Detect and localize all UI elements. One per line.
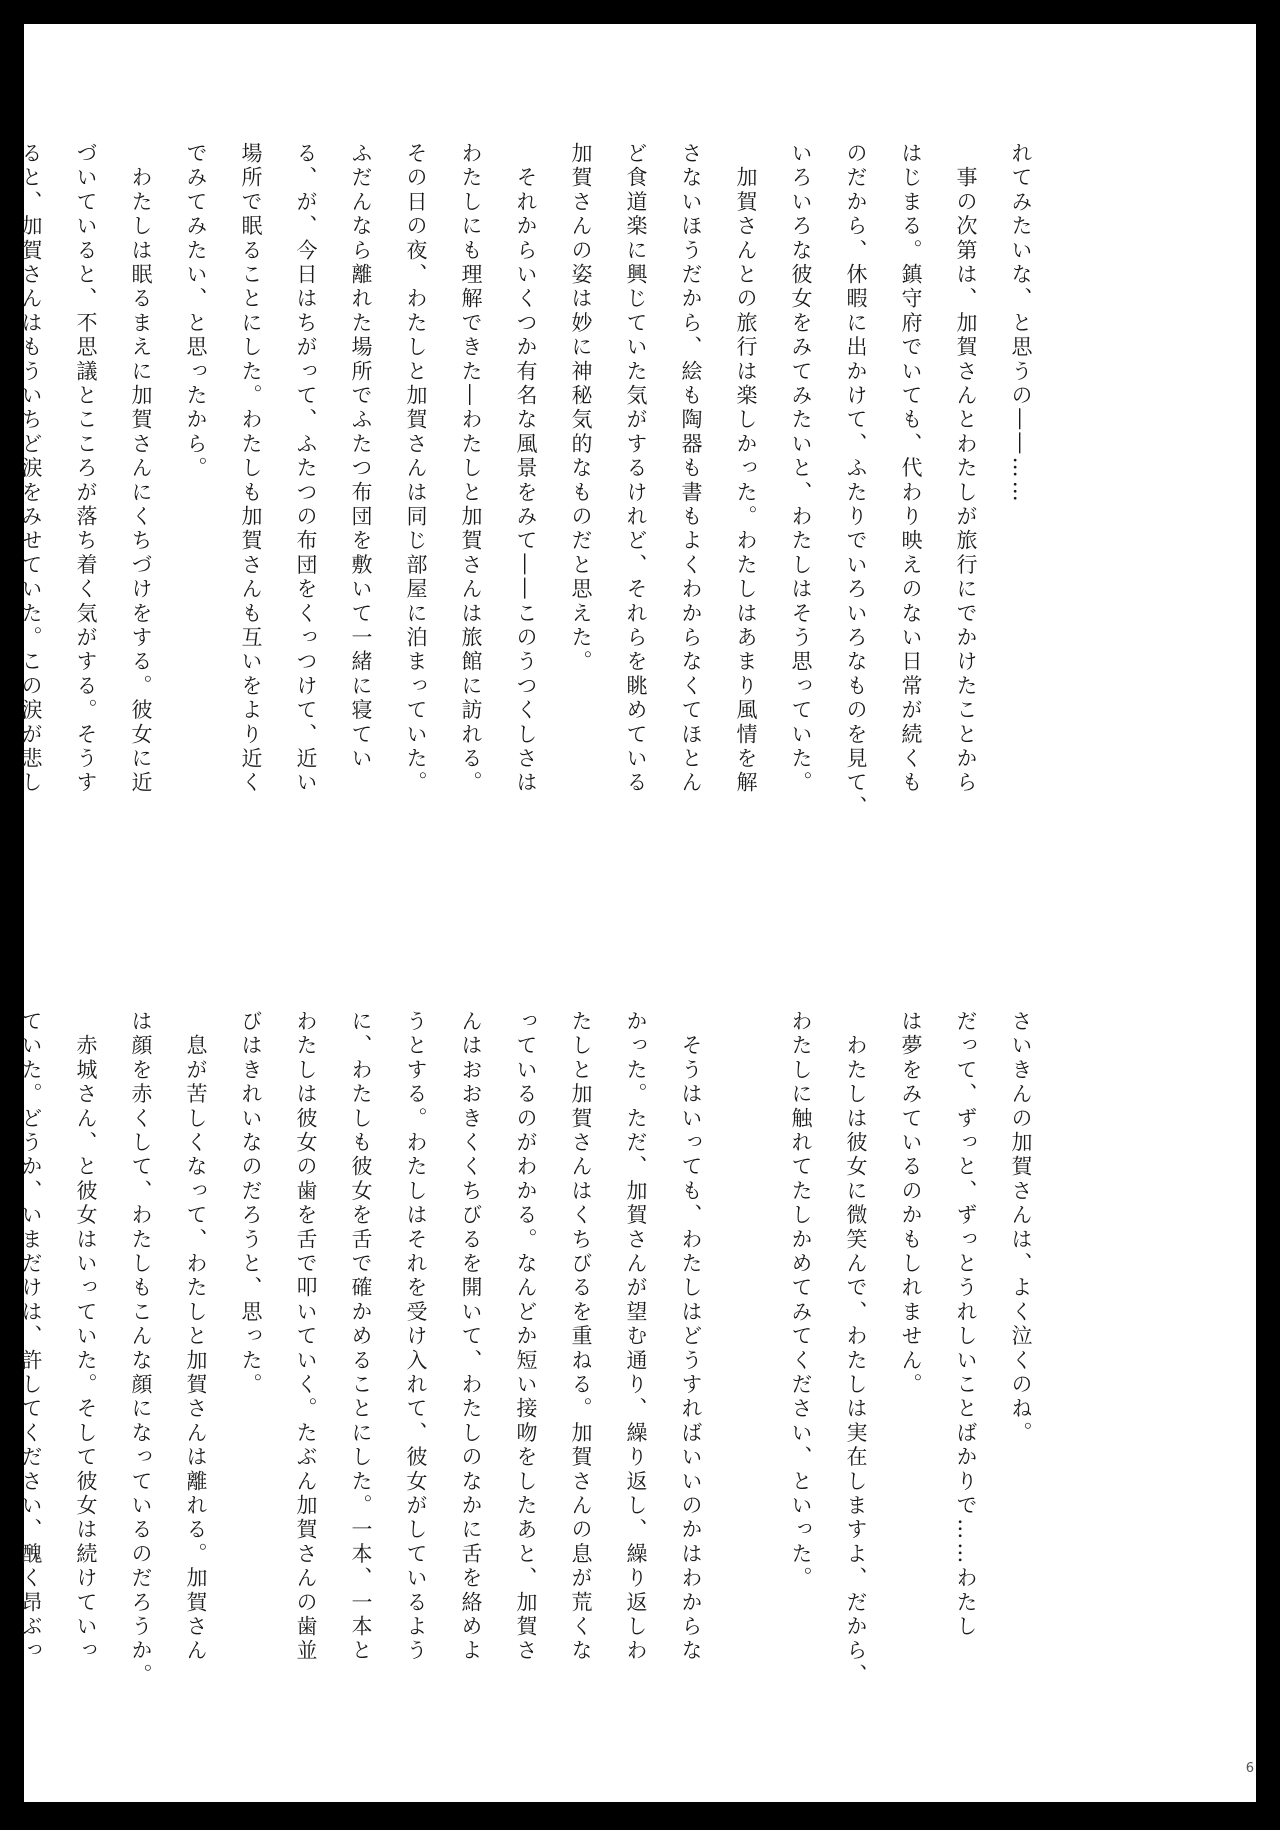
text-line: ると、加賀さんはもういちど涙をみせていた。この涙が悲し — [19, 142, 43, 796]
upper-text-block — [0, 142, 1048, 922]
text-line: その日の夜、わたしと加賀さんは同じ部屋に泊まっていた。 — [404, 142, 428, 796]
text-line: に、わたしも彼女を舌で確かめることにした。一本、一本と — [349, 1010, 373, 1664]
manuscript-page — [19, 24, 1256, 1802]
text-line: づいていると、不思議とこころが落ち着く気がする。そうす — [74, 142, 98, 796]
text-line: だって、ずっと、ずっとうれしいことばかりで……わたし — [954, 1010, 978, 1640]
text-line: のだから、休暇に出かけて、ふたりでいろいろなものを見て、 — [844, 142, 868, 820]
text-line: わたしは彼女に微笑んで、わたしは実在しますよ、だから、 — [844, 1010, 868, 1688]
text-line: そうはいっても、わたしはどうすればいいのかはわからな — [679, 1010, 703, 1664]
text-line: いろいろな彼女をみてみたいと、わたしはそう思っていた。 — [789, 142, 813, 796]
text-line: ふだんなら離れた場所でふたつ布団を敷いて一緒に寝てい — [349, 142, 373, 772]
page-number: 6 — [1245, 1761, 1254, 1776]
text-line: たしと加賀さんはくちびるを重ねる。加賀さんの息が荒くな — [569, 1010, 593, 1664]
text-line: っているのがわかる。なんどか短い接吻をしたあと、加賀さ — [514, 1010, 538, 1664]
text-line: ていた。どうか、いまだけは、許してください、醜く昂ぶっ — [19, 1010, 43, 1664]
text-line: 息が苦しくなって、わたしと加賀さんは離れる。加賀さん — [184, 1010, 208, 1664]
text-line: わたしに触れてたしかめてみてください、といった。 — [789, 1010, 813, 1591]
text-line: でみてみたい、と思ったから。 — [184, 142, 208, 481]
text-line: それからいくつか有名な風景をみて――このうつくしさは — [514, 142, 538, 796]
text-line: かった。ただ、加賀さんが望む通り、繰り返し、繰り返しわ — [624, 1010, 648, 1664]
text-line: わたしは彼女の歯を舌で叩いていく。たぶん加賀さんの歯並 — [294, 1010, 318, 1664]
text-line: はじまる。鎮守府でいても、代わり映えのない日常が続くも — [899, 142, 923, 796]
text-line — [718, 1010, 773, 1830]
text-line: びはきれいなのだろうと、思った。 — [239, 1010, 263, 1398]
text-line: れてみたいな、と思うの――…… — [1009, 142, 1033, 505]
text-line: 加賀さんとの旅行は楽しかった。わたしはあまり風情を解 — [734, 142, 758, 796]
text-line: うとする。わたしはそれを受け入れて、彼女がしているよう — [404, 1010, 428, 1664]
text-line: ど食道楽に興じていた気がするけれど、それらを眺めている — [624, 142, 648, 796]
text-line: さいきんの加賀さんは、よく泣くのね。 — [1009, 1010, 1033, 1446]
text-line: 場所で眠ることにした。わたしも加賀さんも互いをより近く — [239, 142, 263, 796]
text-line: は顔を赤くして、わたしもこんな顔になっているのだろうか。 — [129, 1010, 153, 1688]
text-line: わたしにも理解できた―わたしと加賀さんは旅館に訪れる。 — [459, 142, 483, 796]
text-line: 赤城さん、と彼女はいっていた。そして彼女は続けていっ — [74, 1010, 98, 1664]
text-line: は夢をみているのかもしれません。 — [899, 1010, 923, 1398]
text-line: る、が、今日はちがって、ふたつの布団をくっつけて、近い — [294, 142, 318, 796]
text-line: さないほうだから、絵も陶器も書もよくわからなくてほとん — [679, 142, 703, 796]
text-line: 加賀さんの姿は妙に神秘気的なものだと思えた。 — [569, 142, 593, 675]
text-line — [0, 142, 3, 922]
text-line: んはおおきくくちびるを開いて、わたしのなかに舌を絡めよ — [459, 1010, 483, 1664]
text-line: 事の次第は、加賀さんとわたしが旅行にでかけたことから — [954, 142, 978, 796]
lower-text-block — [0, 1010, 1048, 1830]
text-line: わたしは眠るまえに加賀さんにくちづけをする。彼女に近 — [129, 142, 153, 796]
